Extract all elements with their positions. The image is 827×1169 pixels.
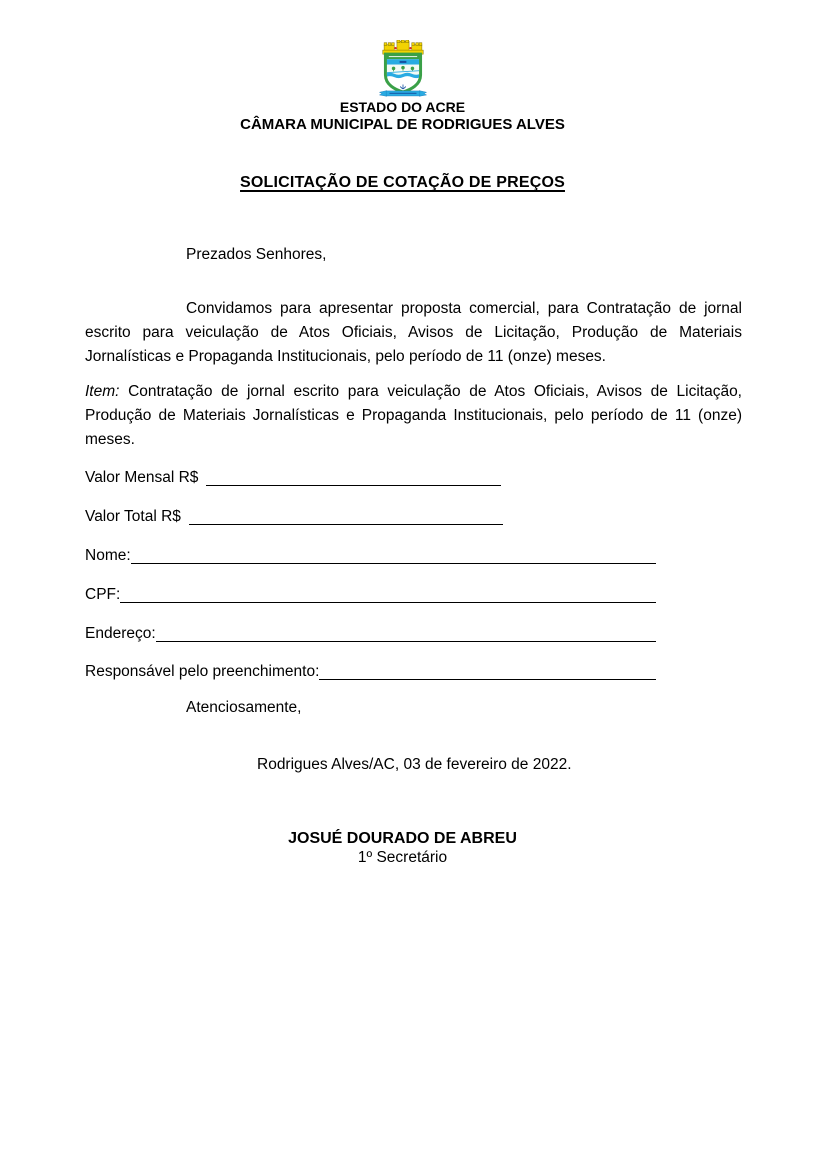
fill-in-line-cpf bbox=[120, 583, 656, 603]
signatory-role: 1º Secretário bbox=[357, 849, 448, 866]
fill-in-line-valor-mensal bbox=[206, 466, 501, 486]
field-responsavel bbox=[85, 660, 656, 684]
item-label: Item: bbox=[85, 383, 120, 400]
fill-in-line-nome bbox=[131, 544, 656, 564]
signatory-name: JOSUÉ DOURADO DE ABREU bbox=[288, 830, 517, 847]
intro-paragraph: Convidamos para apresentar proposta comercial, para Contratação de jornal escrito para veiculação de Atos Oficiais, Avisos de Licitação, Produção de Materiais Jornalísticas e Propaganda Institucionais, pelo período de 11 (onze) meses. bbox=[85, 300, 742, 365]
field-label-valor-mensal: Valor Mensal R$ bbox=[85, 469, 199, 486]
field-label-responsavel: Responsável pelo preenchimento: bbox=[85, 663, 320, 680]
salutation: Prezados Senhores, bbox=[186, 246, 327, 263]
field-label-nome: Nome: bbox=[85, 547, 131, 564]
date-line: Rodrigues Alves/AC, 03 de fevereiro de 2022. bbox=[257, 756, 572, 773]
coat-of-arms-icon bbox=[369, 40, 437, 98]
item-text: Contratação de jornal escrito para veiculação de Atos Oficiais, Avisos de Licitação, Produção de Materiais Jornalísticas e Propaganda Institucionais, pelo período de 11 (onze) meses. bbox=[85, 383, 742, 448]
field-valor-mensal bbox=[85, 466, 501, 490]
municipality-name: CÂMARA MUNICIPAL DE RODRIGUES ALVES bbox=[240, 116, 565, 133]
field-endereco bbox=[85, 622, 656, 646]
state-name: ESTADO DO ACRE bbox=[339, 99, 466, 115]
field-label-valor-total: Valor Total R$ bbox=[85, 508, 181, 525]
fill-in-line-valor-total bbox=[189, 505, 503, 525]
field-nome bbox=[85, 544, 656, 568]
closing: Atenciosamente, bbox=[186, 699, 302, 716]
fill-in-line-endereco bbox=[156, 622, 656, 642]
signature-block bbox=[85, 829, 742, 867]
document-title: SOLICITAÇÃO DE COTAÇÃO DE PREÇOS bbox=[240, 174, 565, 191]
mural-crown-icon bbox=[382, 40, 422, 54]
item-paragraph bbox=[85, 380, 742, 452]
field-cpf bbox=[85, 583, 656, 607]
field-valor-total bbox=[85, 505, 503, 529]
field-label-cpf: CPF: bbox=[85, 586, 121, 603]
field-label-endereco: Endereço: bbox=[85, 625, 156, 642]
fill-in-line-responsavel bbox=[319, 660, 656, 680]
letterhead bbox=[85, 40, 742, 134]
